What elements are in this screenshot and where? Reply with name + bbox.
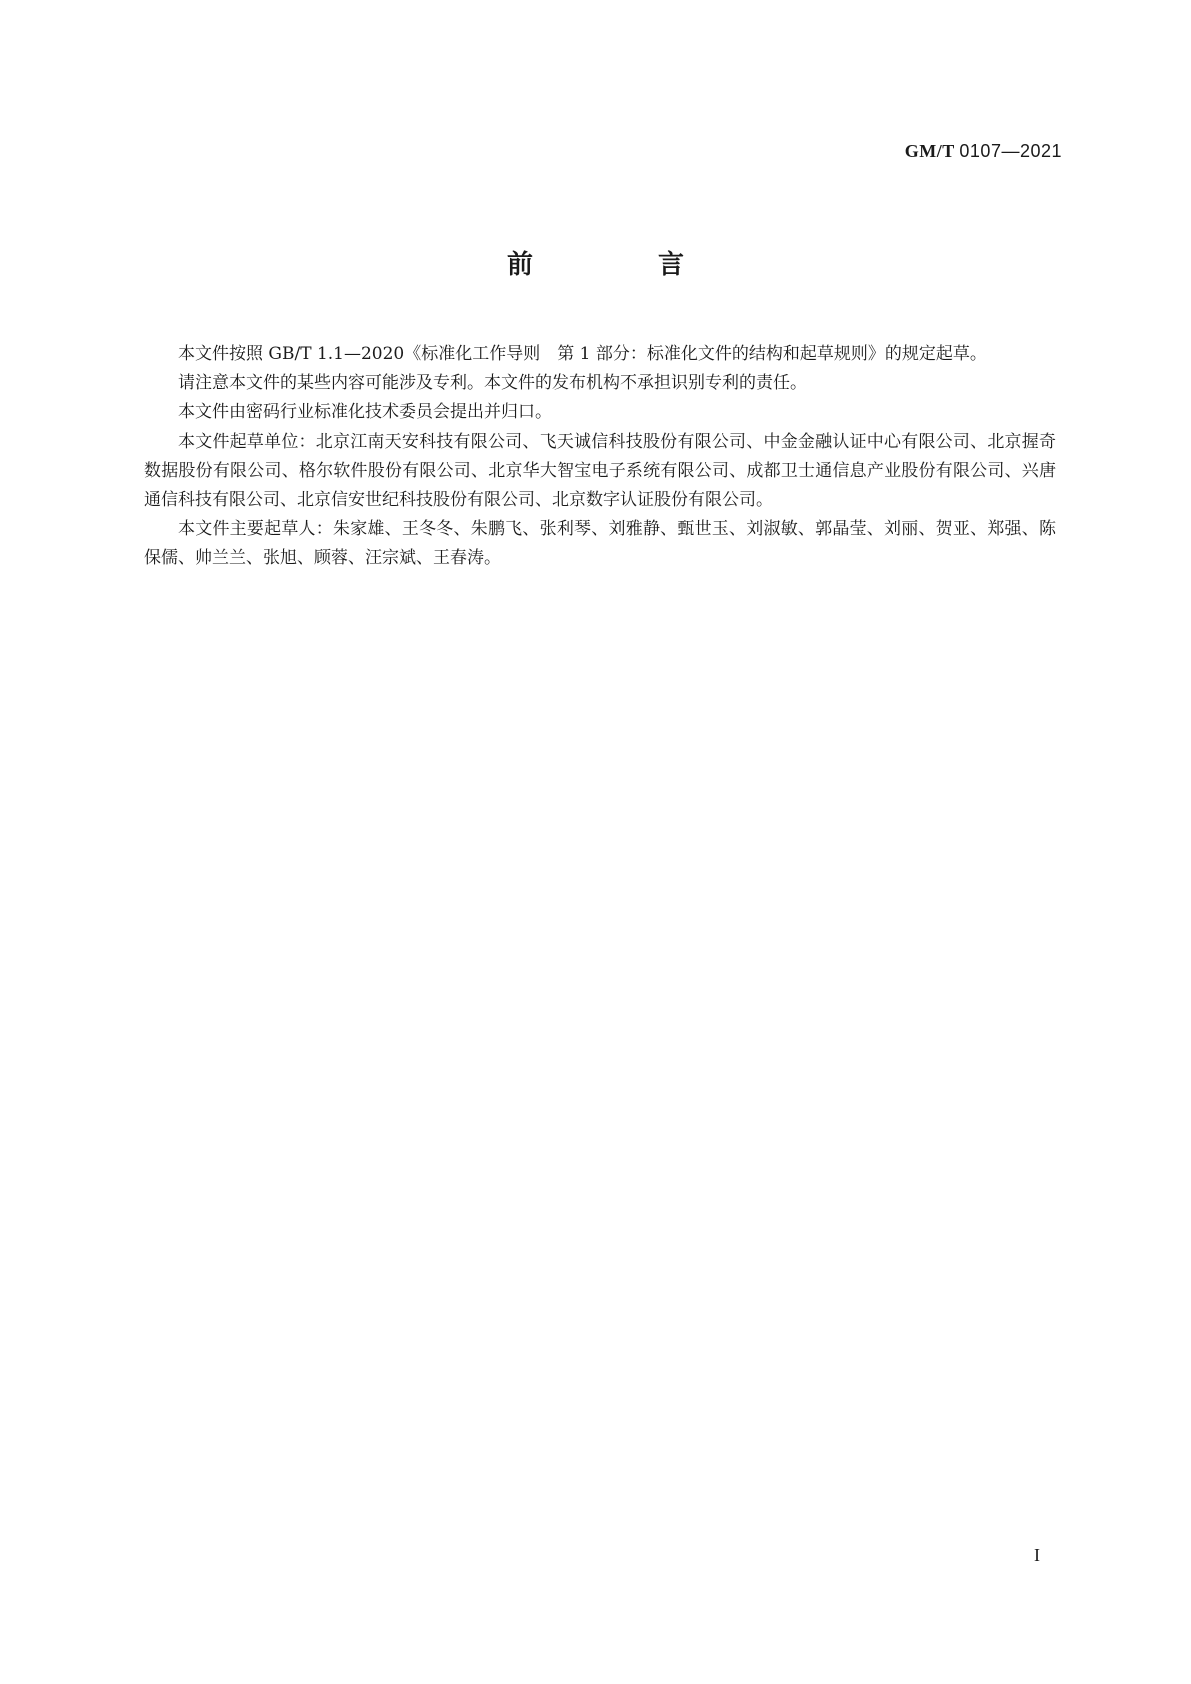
paragraph-drafters: 本文件主要起草人：朱家雄、王冬冬、朱鹏飞、张利琴、刘雅静、甄世玉、刘淑敏、郭晶莹、刘丽、贺亚、郑强、陈保儒、帅兰兰、张旭、顾蓉、汪宗斌、王春涛。 <box>144 519 1056 569</box>
standard-prefix: GM/T <box>904 141 955 161</box>
paragraph-drafting-rules: 本文件按照 GB/T 1.1—2020《标准化工作导则 第 1 部分：标准化文件的结构和起草规则》的规定起草。 <box>178 344 987 364</box>
standard-number <box>905 141 1062 162</box>
paragraph-drafting-units: 本文件起草单位：北京江南天安科技有限公司、飞天诚信科技股份有限公司、中金金融认证中心有限公司、北京握奇数据股份有限公司、格尔软件股份有限公司、北京华大智宝电子系统有限公司、成都卫士通信息产业股份有限公司、兴唐通信科技有限公司、北京信安世纪科技股份有限公司、北京数字认证股份有限公司。 <box>144 431 1056 511</box>
standard-code: 0107—2021 <box>959 141 1062 161</box>
paragraph-proposer: 本文件由密码行业标准化技术委员会提出并归口。 <box>178 402 552 423</box>
page-number: I <box>1034 1545 1040 1565</box>
paragraph-patent-notice: 请注意本文件的某些内容可能涉及专利。本文件的发布机构不承担识别专利的责任。 <box>178 373 807 394</box>
page-title: 前 言 <box>506 250 743 280</box>
foreword-body <box>144 340 1056 574</box>
